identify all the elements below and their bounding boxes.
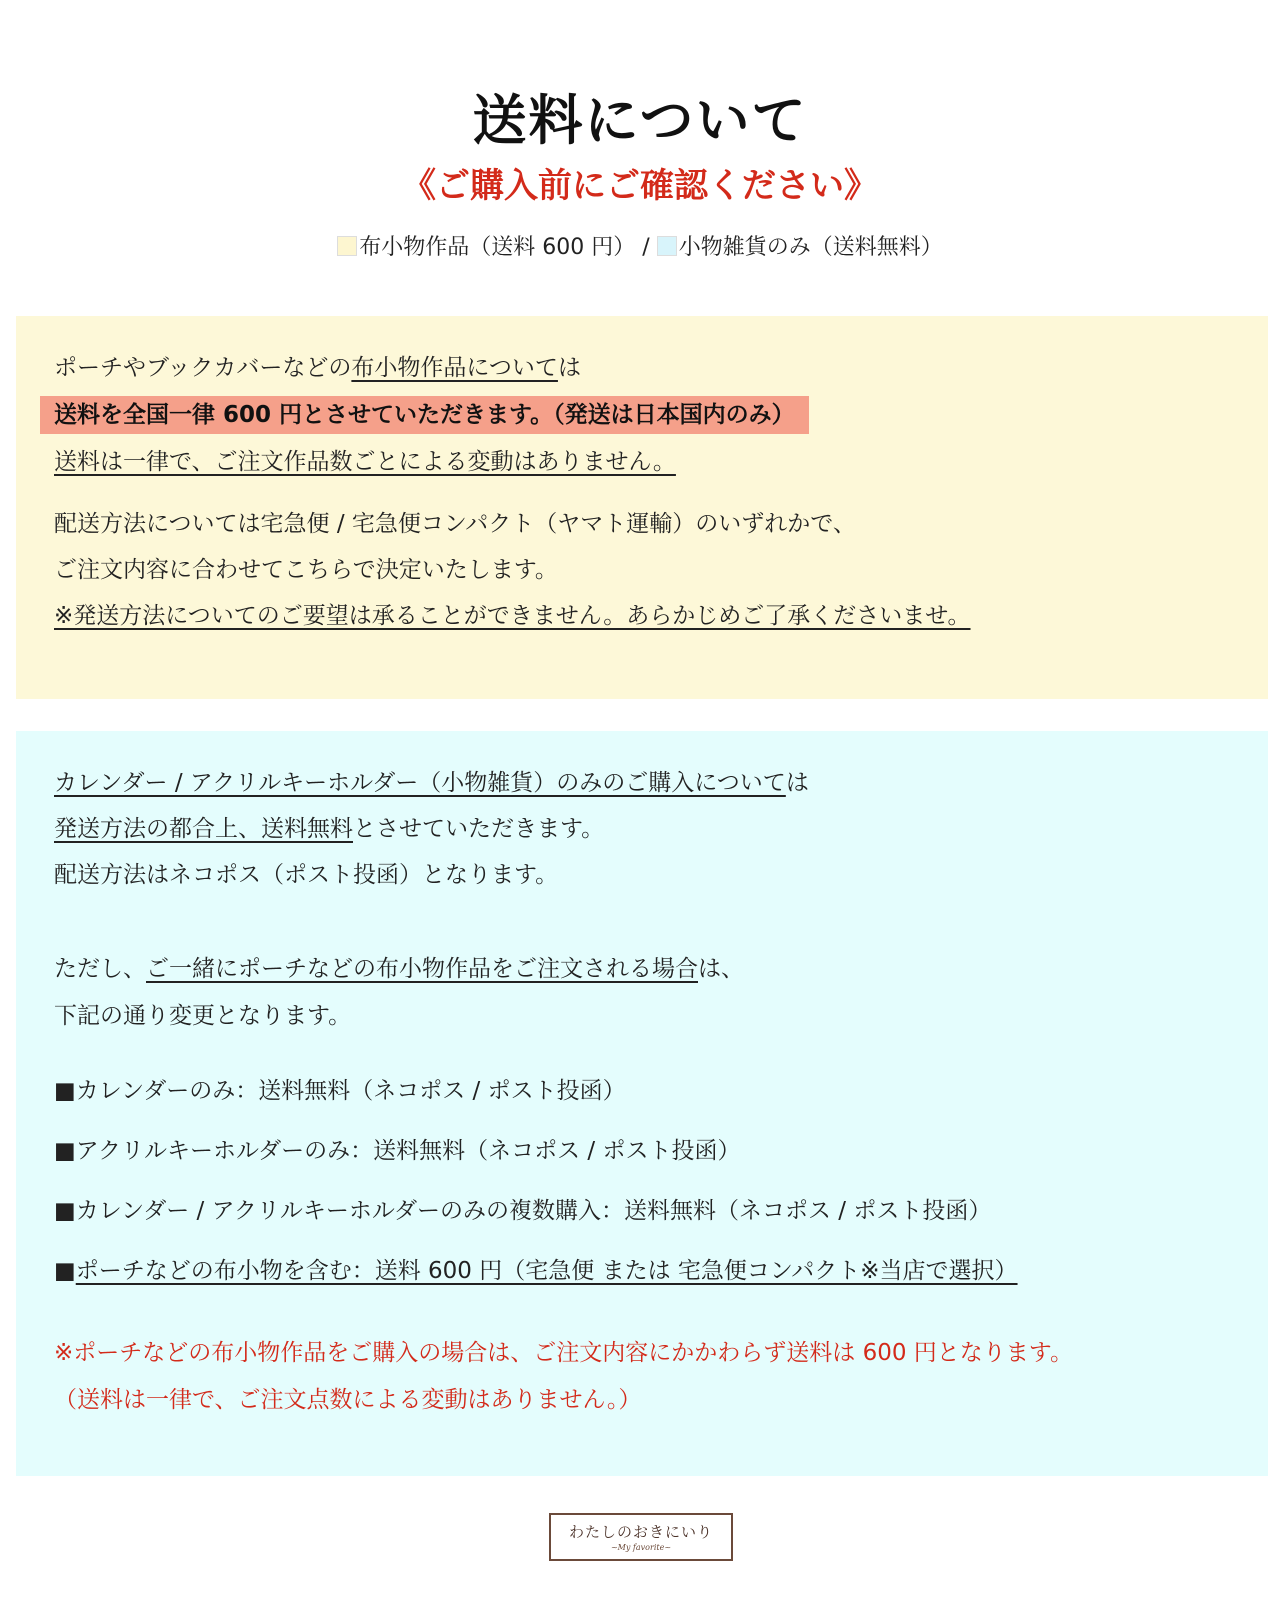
- rule-with-fabric-text: ポーチなどの布小物を含む：送料 600 円（宅急便 または 宅急便コンパクト※当店で選択）: [75, 1258, 1018, 1284]
- goods-intro-line: [54, 767, 809, 799]
- rule-with-fabric-bullet: ■: [54, 1258, 76, 1284]
- shop-logo-main: わたしのおきにいり: [568, 1523, 713, 1541]
- fabric-rate-line: [54, 399, 809, 431]
- page-title: 送料について: [472, 89, 808, 152]
- combined-order-line: [54, 953, 744, 985]
- delivery-decision-line: ご注文内容に合わせてこちらで決定いたします。: [54, 557, 558, 583]
- combined-order-suffix: は、: [698, 956, 744, 982]
- blue-swatch-icon: [657, 236, 677, 256]
- legend-item-fabric: 布小物作品（送料 600 円）: [359, 235, 636, 260]
- delivery-method-line: 配送方法については宅急便 / 宅急便コンパクト（ヤマト運輸）のいずれかで、: [54, 511, 856, 537]
- delivery-request-text: ※発送方法についてのご要望は承ることができません。あらかじめご了承くださいませ。: [54, 603, 971, 629]
- small-goods-panel: [16, 731, 1268, 1476]
- goods-free-suffix: とさせていただきます。: [353, 816, 605, 842]
- fabric-flat-rate-line: [54, 446, 676, 478]
- combined-order-prefix: ただし、: [54, 956, 146, 982]
- legend-item-goods: 小物雑貨のみ（送料無料）: [678, 235, 943, 260]
- fabric-rate-highlight: 送料を全国一律 600 円とさせていただきます。（発送は日本国内のみ）: [40, 396, 809, 434]
- goods-method-line: 配送方法はネコポス（ポスト投函）となります。: [54, 862, 559, 888]
- rule-with-fabric: [54, 1255, 1018, 1287]
- shop-logo-sub: ~My favorite~: [610, 1543, 672, 1552]
- rule-multiple-goods: ■カレンダー / アクリルキーホルダーのみの複数購入：送料無料（ネコポス / ポスト投函）: [54, 1198, 992, 1224]
- combined-change-line: 下記の通り変更となります。: [54, 1003, 352, 1029]
- goods-intro-suffix: は: [785, 770, 809, 796]
- legend-separator: /: [635, 235, 657, 260]
- red-note-line-1: ※ポーチなどの布小物作品をご購入の場合は、ご注文内容にかかわらず送料は 600 円となります。: [54, 1340, 1073, 1366]
- rule-calendar-only: ■カレンダーのみ：送料無料（ネコポス / ポスト投函）: [54, 1078, 626, 1104]
- goods-free-underlined: 発送方法の都合上、送料無料: [54, 816, 353, 842]
- page-subtitle: 《ご購入前にご確認ください》: [402, 166, 878, 206]
- legend: [0, 230, 1280, 261]
- shop-logo: [549, 1513, 733, 1561]
- fabric-flat-rate-text: 送料は一律で、ご注文作品数ごとによる変動はありません。: [54, 449, 676, 475]
- goods-free-line: [54, 813, 604, 845]
- fabric-intro-line: [54, 352, 581, 384]
- yellow-swatch-icon: [337, 236, 357, 256]
- fabric-intro-underlined: 布小物作品について: [351, 355, 558, 381]
- fabric-intro-text: ポーチやブックカバーなどの: [54, 355, 352, 381]
- combined-order-underlined: ご一緒にポーチなどの布小物作品をご注文される場合: [146, 956, 698, 982]
- fabric-goods-panel: [16, 316, 1268, 699]
- goods-intro-underlined: カレンダー / アクリルキーホルダー（小物雑貨）のみのご購入について: [54, 770, 786, 796]
- red-note-line-2: （送料は一律で、ご注文点数による変動はありません。）: [54, 1387, 642, 1413]
- delivery-request-note: [54, 600, 971, 632]
- rule-keyholder-only: ■アクリルキーホルダーのみ：送料無料（ネコポス / ポスト投函）: [54, 1138, 741, 1164]
- fabric-intro-suffix: は: [557, 355, 581, 381]
